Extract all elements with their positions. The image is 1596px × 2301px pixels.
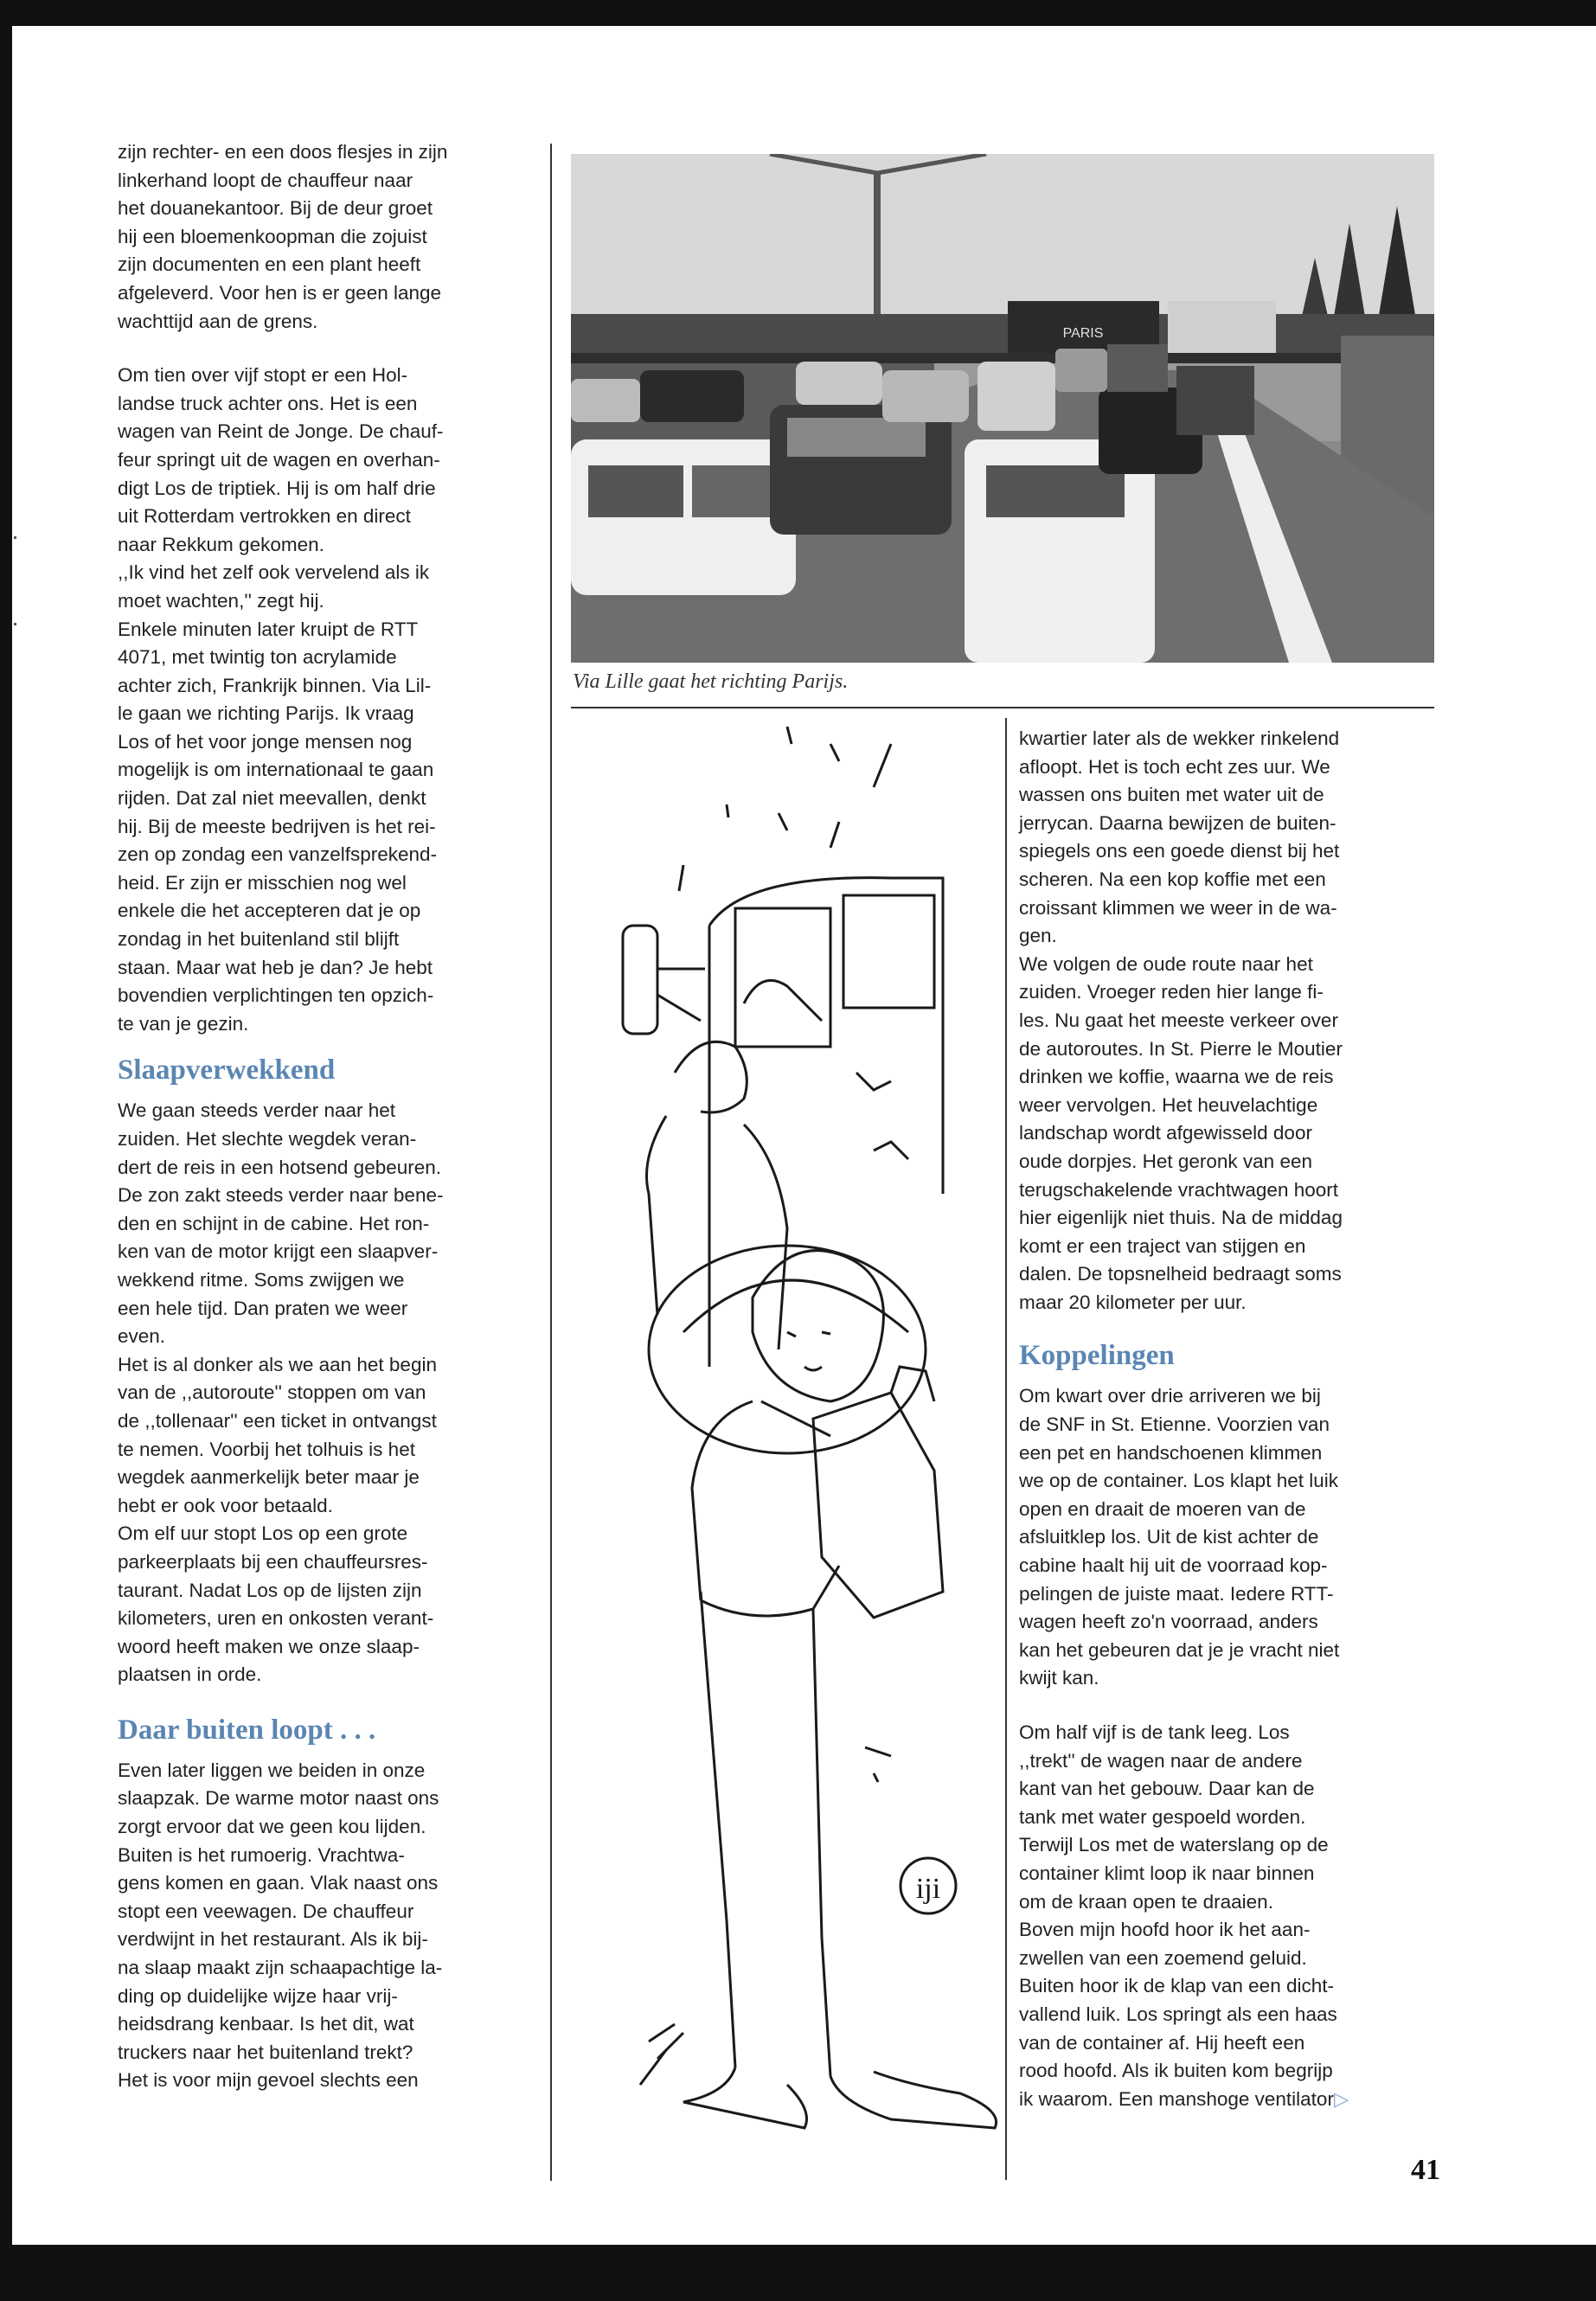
paragraph: ,,Ik vind het zelf ook vervelend als ik moet wachten,'' zegt hij. [118,561,430,612]
section-heading: Daar buiten loopt . . . [118,1714,376,1746]
section-heading: Slaapverwekkend [118,1054,336,1086]
scan-border-bottom [0,2245,1596,2301]
scan-border-left [0,0,12,2301]
traffic-photo [571,154,1434,663]
paragraph: Om half vijf is de tank leeg. Los ,,trekt'' de wagen naar de andere kant van het gebouw. Daar kan de tank met water gespoeld worden. Terwijl Los met de waterslang op de container klimt loop ik naar binnen om de kraan open te draaien. Boven mijn hoofd hoor ik het aan- zwellen van een zoemend geluid. Buiten hoor ik de klap van een dicht- vallend luik. Los springt als een haas van de container af. Hij heeft een rood hoofd. Als ik buiten kom begrijp ik waarom. Een manshoge ventilator [1019,1721,1337,2110]
scan-speck [14,536,16,539]
scan-border-top [0,0,1596,26]
paragraph: We volgen de oude route naar het zuiden. Vroeger reden hier lange fi- les. Nu gaat het meeste verkeer over de autoroutes. In St. Pierre le Moutier drinken we koffie, waarna we de reis weer vervolgen. Het heuvelachtige landschap wordt afgewisseld door oude dorpjes. Het geronk van een terugschakelende vrachtwagen hoort hier eigenlijk niet thuis. Na de middag komt er een traject van stijgen en dalen. De topsnelheid bedraagt soms maar 20 kilometer per uur. [1019,952,1343,1313]
scan-speck [14,623,16,625]
paragraph: zijn rechter- en een doos flesjes in zijn linkerhand loopt de chauffeur naar het douanekantoor. Bij de deur groet hij een bloemenkoopman die zojuist zijn documenten en een plant heeft afgeleverd. Voor hen is er geen lange wachttijd aan de grens. [118,141,448,332]
illustration-drawing [528,709,1012,2180]
paragraph: Om kwart over drie arriveren we bij de SNF in St. Etienne. Voorzien van een pet en handschoenen klimmen we op de container. Los klapt het luik open en draait de moeren van de afsluitklep los. Uit de kist achter de cabine haalt hij uit de voorraad kop- pelingen de juiste maat. Iedere RTT- wagen heeft zo'n voorraad, anders kan het gebeuren dat je je vracht niet kwijt kan. [1019,1385,1340,1689]
photo-caption: Via Lille gaat het richting Parijs. [573,670,849,693]
page-number: 41 [1411,2154,1440,2186]
paragraph: Om elf uur stopt Los op een grote parkeerplaats bij een chauffeursres- taurant. Nadat Los op de lijsten zijn kilometers, uren en onkosten verant- woord heeft maken we onze slaap- plaatsen in orde. [118,1522,434,1686]
caption-rule [571,707,1434,708]
right-column [1019,725,1434,2113]
scan-border-gap [0,26,1596,31]
paragraph: Even later liggen we beiden in onze slaapzak. De warme motor naast ons zorgt ervoor dat we geen kou lijden. Buiten is het rumoerig. Vrachtwa- gens komen en gaan. Vlak naast ons stopt een veewagen. De chauffeur verdwijnt in het restaurant. Als ik bij- na slaap maakt zijn schaapachtige la- ding op duidelijke wijze haar vrij- heidsdrang kenbaar. Is het dit, wat truckers naar het buitenland trekt? Het is voor mijn gevoel slechts een [118,1759,443,2092]
illustrator-logo-text: iji [915,1873,941,1905]
section-heading: Koppelingen [1019,1340,1175,1372]
paragraph: Om tien over vijf stopt er een Hol- landse truck achter ons. Het is een wagen van Reint de Jonge. De chauf- feur springt uit de wagen en overhan- digt Los de triptiek. Hij is om half drie uit Rotterdam vertrokken en direct naar Rekkum gekomen. [118,364,444,555]
paragraph: Enkele minuten later kruipt de RTT 4071, met twintig ton acrylamide achter zich, Frankrijk binnen. Via Lil- le gaan we richting Parijs. Ik vraag Los of het voor jonge mensen nog mogelijk is om internationaal te gaan rijden. Dat zal niet meevallen, denkt hij. Bij de meeste bedrijven is het rei- zen op zondag een vanzelfsprekend- heid. Er zijn er misschien nog wel enkele die het accepteren dat je op zondag in het buitenland stil blijft staan. Maar wat heb je dan? Je hebt bovendien verplichtingen ten opzich- te van je gezin. [118,618,438,1035]
paragraph: Het is al donker als we aan het begin van de ,,autoroute'' stoppen om van de ,,tollenaar'' een ticket in ontvangst te nemen. Voorbij het tolhuis is het wegdek aanmerkelijk beter maar je hebt er ook voor betaald. [118,1353,437,1516]
paragraph: kwartier later als de wekker rinkelend afloopt. Het is toch echt zes uur. We wassen ons buiten met water uit de jerrycan. Daarna bewijzen de buiten- spiegels ons een goede dienst bij het scheren. Na een kop koffie met een croissant klimmen we weer in de wa- gen. [1019,727,1340,947]
paragraph: We gaan steeds verder naar het zuiden. Het slechte wegdek veran- dert de reis in een hotsend gebeuren. De zon zakt steeds verder naar bene- den en schijnt in de cabine. Het ron- ken van de motor krijgt een slaapver- wekkend ritme. Soms zwijgen we een hele tijd. Dan praten we weer even. [118,1099,444,1348]
continue-arrow-icon: ▷ [1333,2087,1349,2110]
illustration-man-with-jerrycan [528,709,1012,2180]
road-sign-text: PARIS [1062,326,1104,341]
left-column [118,138,524,2095]
traffic-photo-image [571,154,1434,663]
